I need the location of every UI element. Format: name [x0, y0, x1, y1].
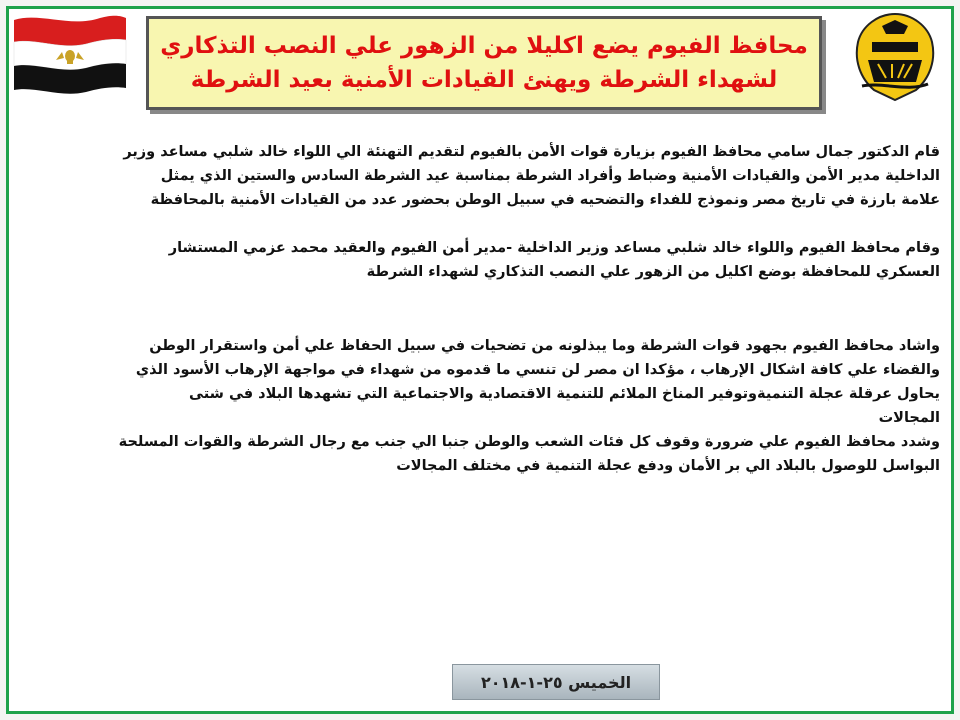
paragraph-gap [44, 212, 940, 236]
article-line: وقام محافظ الفيوم واللواء خالد شلبي مساعد وزير الداخلية -مدير أمن الفيوم والعقيد محمد عزمي المستشار [168, 240, 940, 256]
headline-line-2: لشهداء الشرطة ويهنئ القيادات الأمنية بعيد الشرطة [190, 67, 778, 93]
headline-box [146, 16, 822, 110]
article-line: قام الدكتور جمال سامي محافظ الفيوم بزيارة قوات الأمن بالفيوم لتقديم التهنئة الي اللواء خالد شلبي مساعد وزير [123, 144, 940, 160]
article-line: البواسل للوصول بالبلاد الي بر الأمان ودفع عجلة التنمية في مختلف المجالات [396, 458, 940, 474]
article-line: يحاول عرقلة عجلة التنميةوتوفير المناخ الملائم للتنمية الاقتصادية والاجتماعية التي تشهدها البلاد في شتى [189, 386, 940, 402]
article-line: والقضاء علي كافة اشكال الإرهاب ، مؤكدا ان مصر لن تنسي ما قدموه من شهداء في مواجهة الإرهاب الأسود الذي [135, 362, 940, 378]
article-line: المجالات [878, 410, 940, 426]
article-line: علامة بارزة في تاريخ مصر ونموذج للفداء والتضحيه في سبيل الوطن بحضور عدد من القيادات الأمنية بالمحافظة [150, 192, 940, 208]
paragraph-gap [44, 284, 940, 334]
article-line: العسكري للمحافظة بوضع اكليل من الزهور علي النصب التذكاري لشهداء الشرطة [366, 264, 940, 280]
article-line: الداخلية مدير الأمن والقيادات الأمنية وضباط وأفراد الشرطة بمناسبة عيد الشرطة السادس والستين الذي يمثل [160, 168, 940, 184]
headline-line-1: محافظ الفيوم يضع اكليلا من الزهور علي النصب التذكاري [160, 33, 808, 59]
fayoum-governorate-logo-icon [852, 12, 938, 102]
egypt-flag-icon [10, 10, 130, 96]
article-line: واشاد محافظ الفيوم بجهود قوات الشرطة وما يبذلونه من تضحيات في سبيل الحفاظ علي أمن واستقرار الوطن [149, 338, 940, 354]
article-body [44, 140, 940, 478]
article-line: وشدد محافظ الفيوم علي ضرورة وقوف كل فئات الشعب والوطن جنبا الي جنب مع رجال الشرطة والقوات المسلحة [118, 434, 940, 450]
date-badge: الخميس ٢٥-١-٢٠١٨ [452, 664, 660, 700]
